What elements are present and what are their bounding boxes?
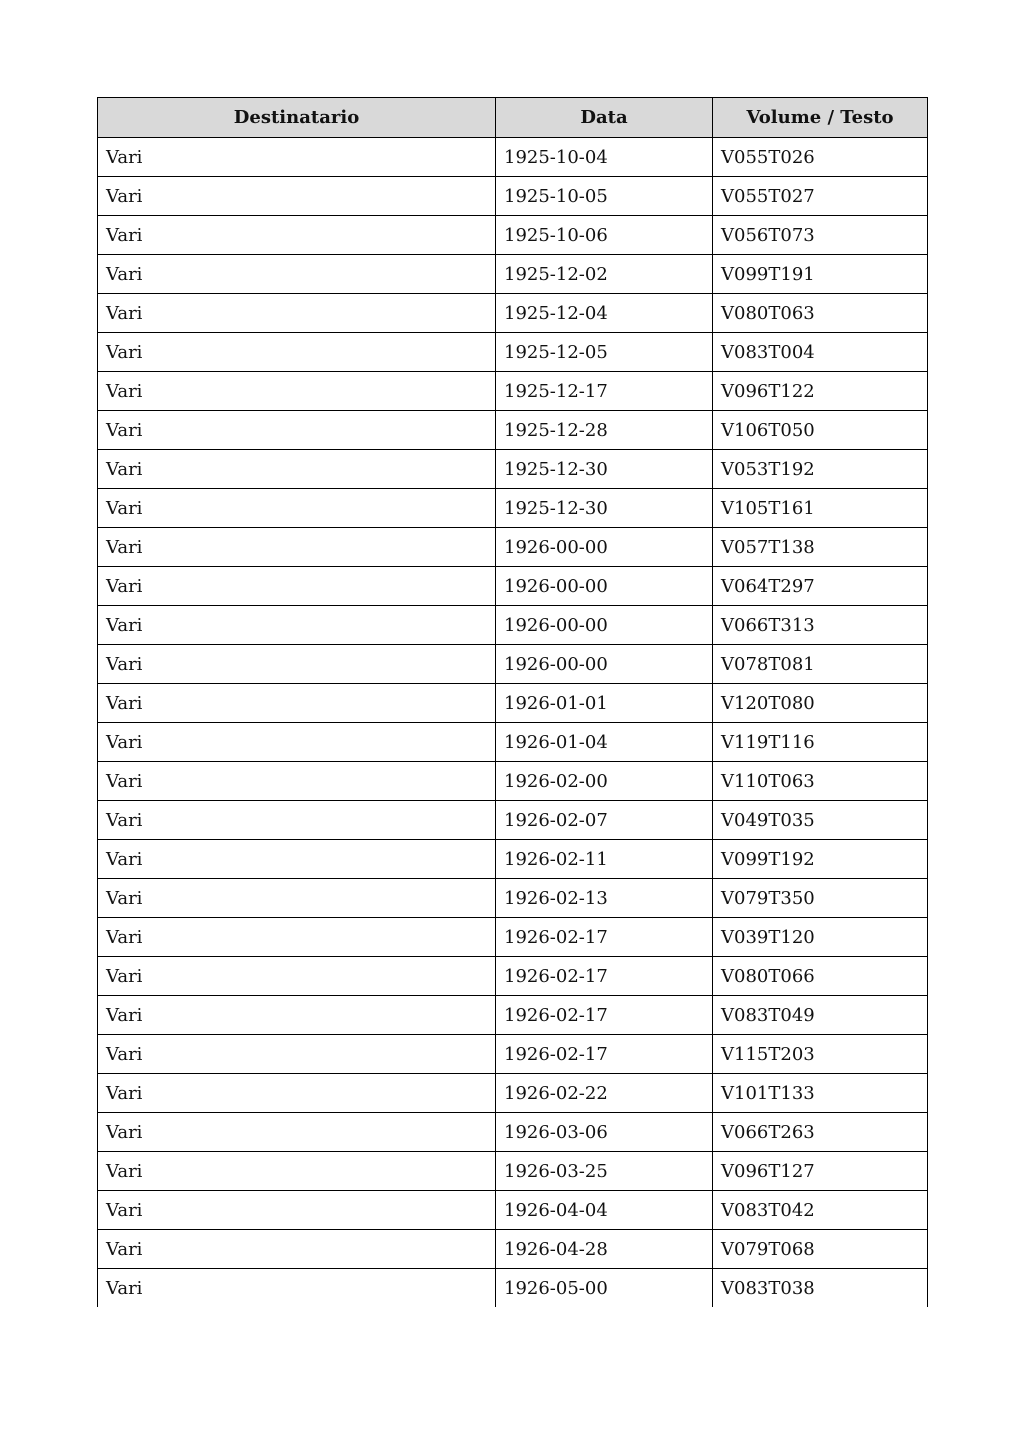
cell-volume-testo: V055T027 xyxy=(713,177,928,216)
table-row xyxy=(98,489,928,528)
cell-volume-testo: V079T068 xyxy=(713,1230,928,1269)
cell-destinatario: Vari xyxy=(98,606,496,645)
table-row xyxy=(98,723,928,762)
cell-destinatario: Vari xyxy=(98,567,496,606)
column-header-volume-testo: Volume / Testo xyxy=(713,98,928,138)
cell-volume-testo: V083T042 xyxy=(713,1191,928,1230)
cell-destinatario: Vari xyxy=(98,723,496,762)
cell-destinatario: Vari xyxy=(98,528,496,567)
cell-volume-testo: V099T191 xyxy=(713,255,928,294)
cell-destinatario: Vari xyxy=(98,1269,496,1308)
cell-volume-testo: V096T122 xyxy=(713,372,928,411)
table-row xyxy=(98,1152,928,1191)
table-body xyxy=(98,138,928,1308)
cell-volume-testo: V083T004 xyxy=(713,333,928,372)
cell-data: 1925-10-05 xyxy=(496,177,713,216)
cell-data: 1925-12-30 xyxy=(496,450,713,489)
table-row xyxy=(98,1191,928,1230)
cell-destinatario: Vari xyxy=(98,996,496,1035)
cell-destinatario: Vari xyxy=(98,1035,496,1074)
cell-volume-testo: V120T080 xyxy=(713,684,928,723)
cell-data: 1926-02-07 xyxy=(496,801,713,840)
cell-destinatario: Vari xyxy=(98,294,496,333)
cell-data: 1926-03-25 xyxy=(496,1152,713,1191)
table-row xyxy=(98,1113,928,1152)
cell-data: 1926-02-22 xyxy=(496,1074,713,1113)
cell-data: 1926-05-00 xyxy=(496,1269,713,1308)
cell-data: 1926-02-17 xyxy=(496,957,713,996)
cell-destinatario: Vari xyxy=(98,645,496,684)
cell-data: 1925-12-02 xyxy=(496,255,713,294)
cell-volume-testo: V080T066 xyxy=(713,957,928,996)
cell-volume-testo: V101T133 xyxy=(713,1074,928,1113)
cell-data: 1926-03-06 xyxy=(496,1113,713,1152)
cell-data: 1925-12-17 xyxy=(496,372,713,411)
table-row xyxy=(98,1074,928,1113)
table-row xyxy=(98,255,928,294)
cell-data: 1926-02-17 xyxy=(496,1035,713,1074)
cell-volume-testo: V083T038 xyxy=(713,1269,928,1308)
table-row xyxy=(98,138,928,177)
cell-data: 1926-04-28 xyxy=(496,1230,713,1269)
cell-destinatario: Vari xyxy=(98,1230,496,1269)
cell-volume-testo: V078T081 xyxy=(713,645,928,684)
cell-volume-testo: V056T073 xyxy=(713,216,928,255)
cell-data: 1926-02-17 xyxy=(496,996,713,1035)
cell-volume-testo: V106T050 xyxy=(713,411,928,450)
cell-data: 1926-00-00 xyxy=(496,645,713,684)
cell-volume-testo: V064T297 xyxy=(713,567,928,606)
cell-destinatario: Vari xyxy=(98,255,496,294)
table-row xyxy=(98,996,928,1035)
cell-volume-testo: V039T120 xyxy=(713,918,928,957)
column-header-data: Data xyxy=(496,98,713,138)
cell-volume-testo: V110T063 xyxy=(713,762,928,801)
column-header-destinatario: Destinatario xyxy=(98,98,496,138)
cell-destinatario: Vari xyxy=(98,216,496,255)
table-row xyxy=(98,567,928,606)
cell-data: 1926-02-13 xyxy=(496,879,713,918)
cell-data: 1925-12-05 xyxy=(496,333,713,372)
cell-volume-testo: V080T063 xyxy=(713,294,928,333)
table-row xyxy=(98,1230,928,1269)
table-row xyxy=(98,879,928,918)
cell-destinatario: Vari xyxy=(98,138,496,177)
table-row xyxy=(98,528,928,567)
cell-destinatario: Vari xyxy=(98,333,496,372)
cell-data: 1925-12-30 xyxy=(496,489,713,528)
cell-destinatario: Vari xyxy=(98,450,496,489)
table-row xyxy=(98,918,928,957)
cell-destinatario: Vari xyxy=(98,918,496,957)
cell-destinatario: Vari xyxy=(98,372,496,411)
cell-data: 1925-10-06 xyxy=(496,216,713,255)
table-row xyxy=(98,840,928,879)
cell-volume-testo: V057T138 xyxy=(713,528,928,567)
table-row xyxy=(98,294,928,333)
cell-data: 1925-12-04 xyxy=(496,294,713,333)
table-row xyxy=(98,333,928,372)
cell-volume-testo: V099T192 xyxy=(713,840,928,879)
letters-table xyxy=(97,97,928,1307)
cell-data: 1926-01-01 xyxy=(496,684,713,723)
table-row xyxy=(98,1035,928,1074)
table-row xyxy=(98,801,928,840)
cell-destinatario: Vari xyxy=(98,801,496,840)
cell-data: 1926-00-00 xyxy=(496,528,713,567)
cell-volume-testo: V066T263 xyxy=(713,1113,928,1152)
cell-data: 1926-01-04 xyxy=(496,723,713,762)
cell-destinatario: Vari xyxy=(98,1074,496,1113)
cell-data: 1925-10-04 xyxy=(496,138,713,177)
cell-data: 1926-00-00 xyxy=(496,606,713,645)
cell-volume-testo: V083T049 xyxy=(713,996,928,1035)
cell-volume-testo: V096T127 xyxy=(713,1152,928,1191)
cell-destinatario: Vari xyxy=(98,957,496,996)
cell-volume-testo: V066T313 xyxy=(713,606,928,645)
cell-data: 1926-00-00 xyxy=(496,567,713,606)
cell-destinatario: Vari xyxy=(98,762,496,801)
cell-data: 1926-02-17 xyxy=(496,918,713,957)
cell-destinatario: Vari xyxy=(98,177,496,216)
table-header xyxy=(98,98,928,138)
table-row xyxy=(98,1269,928,1308)
cell-destinatario: Vari xyxy=(98,1191,496,1230)
cell-destinatario: Vari xyxy=(98,840,496,879)
table-row xyxy=(98,372,928,411)
cell-data: 1926-02-00 xyxy=(496,762,713,801)
cell-data: 1925-12-28 xyxy=(496,411,713,450)
cell-volume-testo: V079T350 xyxy=(713,879,928,918)
table-row xyxy=(98,177,928,216)
cell-destinatario: Vari xyxy=(98,1113,496,1152)
cell-data: 1926-02-11 xyxy=(496,840,713,879)
cell-data: 1926-04-04 xyxy=(496,1191,713,1230)
cell-volume-testo: V105T161 xyxy=(713,489,928,528)
cell-volume-testo: V053T192 xyxy=(713,450,928,489)
table-row xyxy=(98,216,928,255)
table-row xyxy=(98,957,928,996)
table-row xyxy=(98,684,928,723)
cell-volume-testo: V115T203 xyxy=(713,1035,928,1074)
cell-volume-testo: V119T116 xyxy=(713,723,928,762)
cell-destinatario: Vari xyxy=(98,879,496,918)
cell-destinatario: Vari xyxy=(98,411,496,450)
cell-destinatario: Vari xyxy=(98,1152,496,1191)
table-row xyxy=(98,411,928,450)
table-row xyxy=(98,606,928,645)
cell-volume-testo: V055T026 xyxy=(713,138,928,177)
table-row xyxy=(98,450,928,489)
header-row xyxy=(98,98,928,138)
table-row xyxy=(98,762,928,801)
cell-volume-testo: V049T035 xyxy=(713,801,928,840)
cell-destinatario: Vari xyxy=(98,684,496,723)
cell-destinatario: Vari xyxy=(98,489,496,528)
table-row xyxy=(98,645,928,684)
